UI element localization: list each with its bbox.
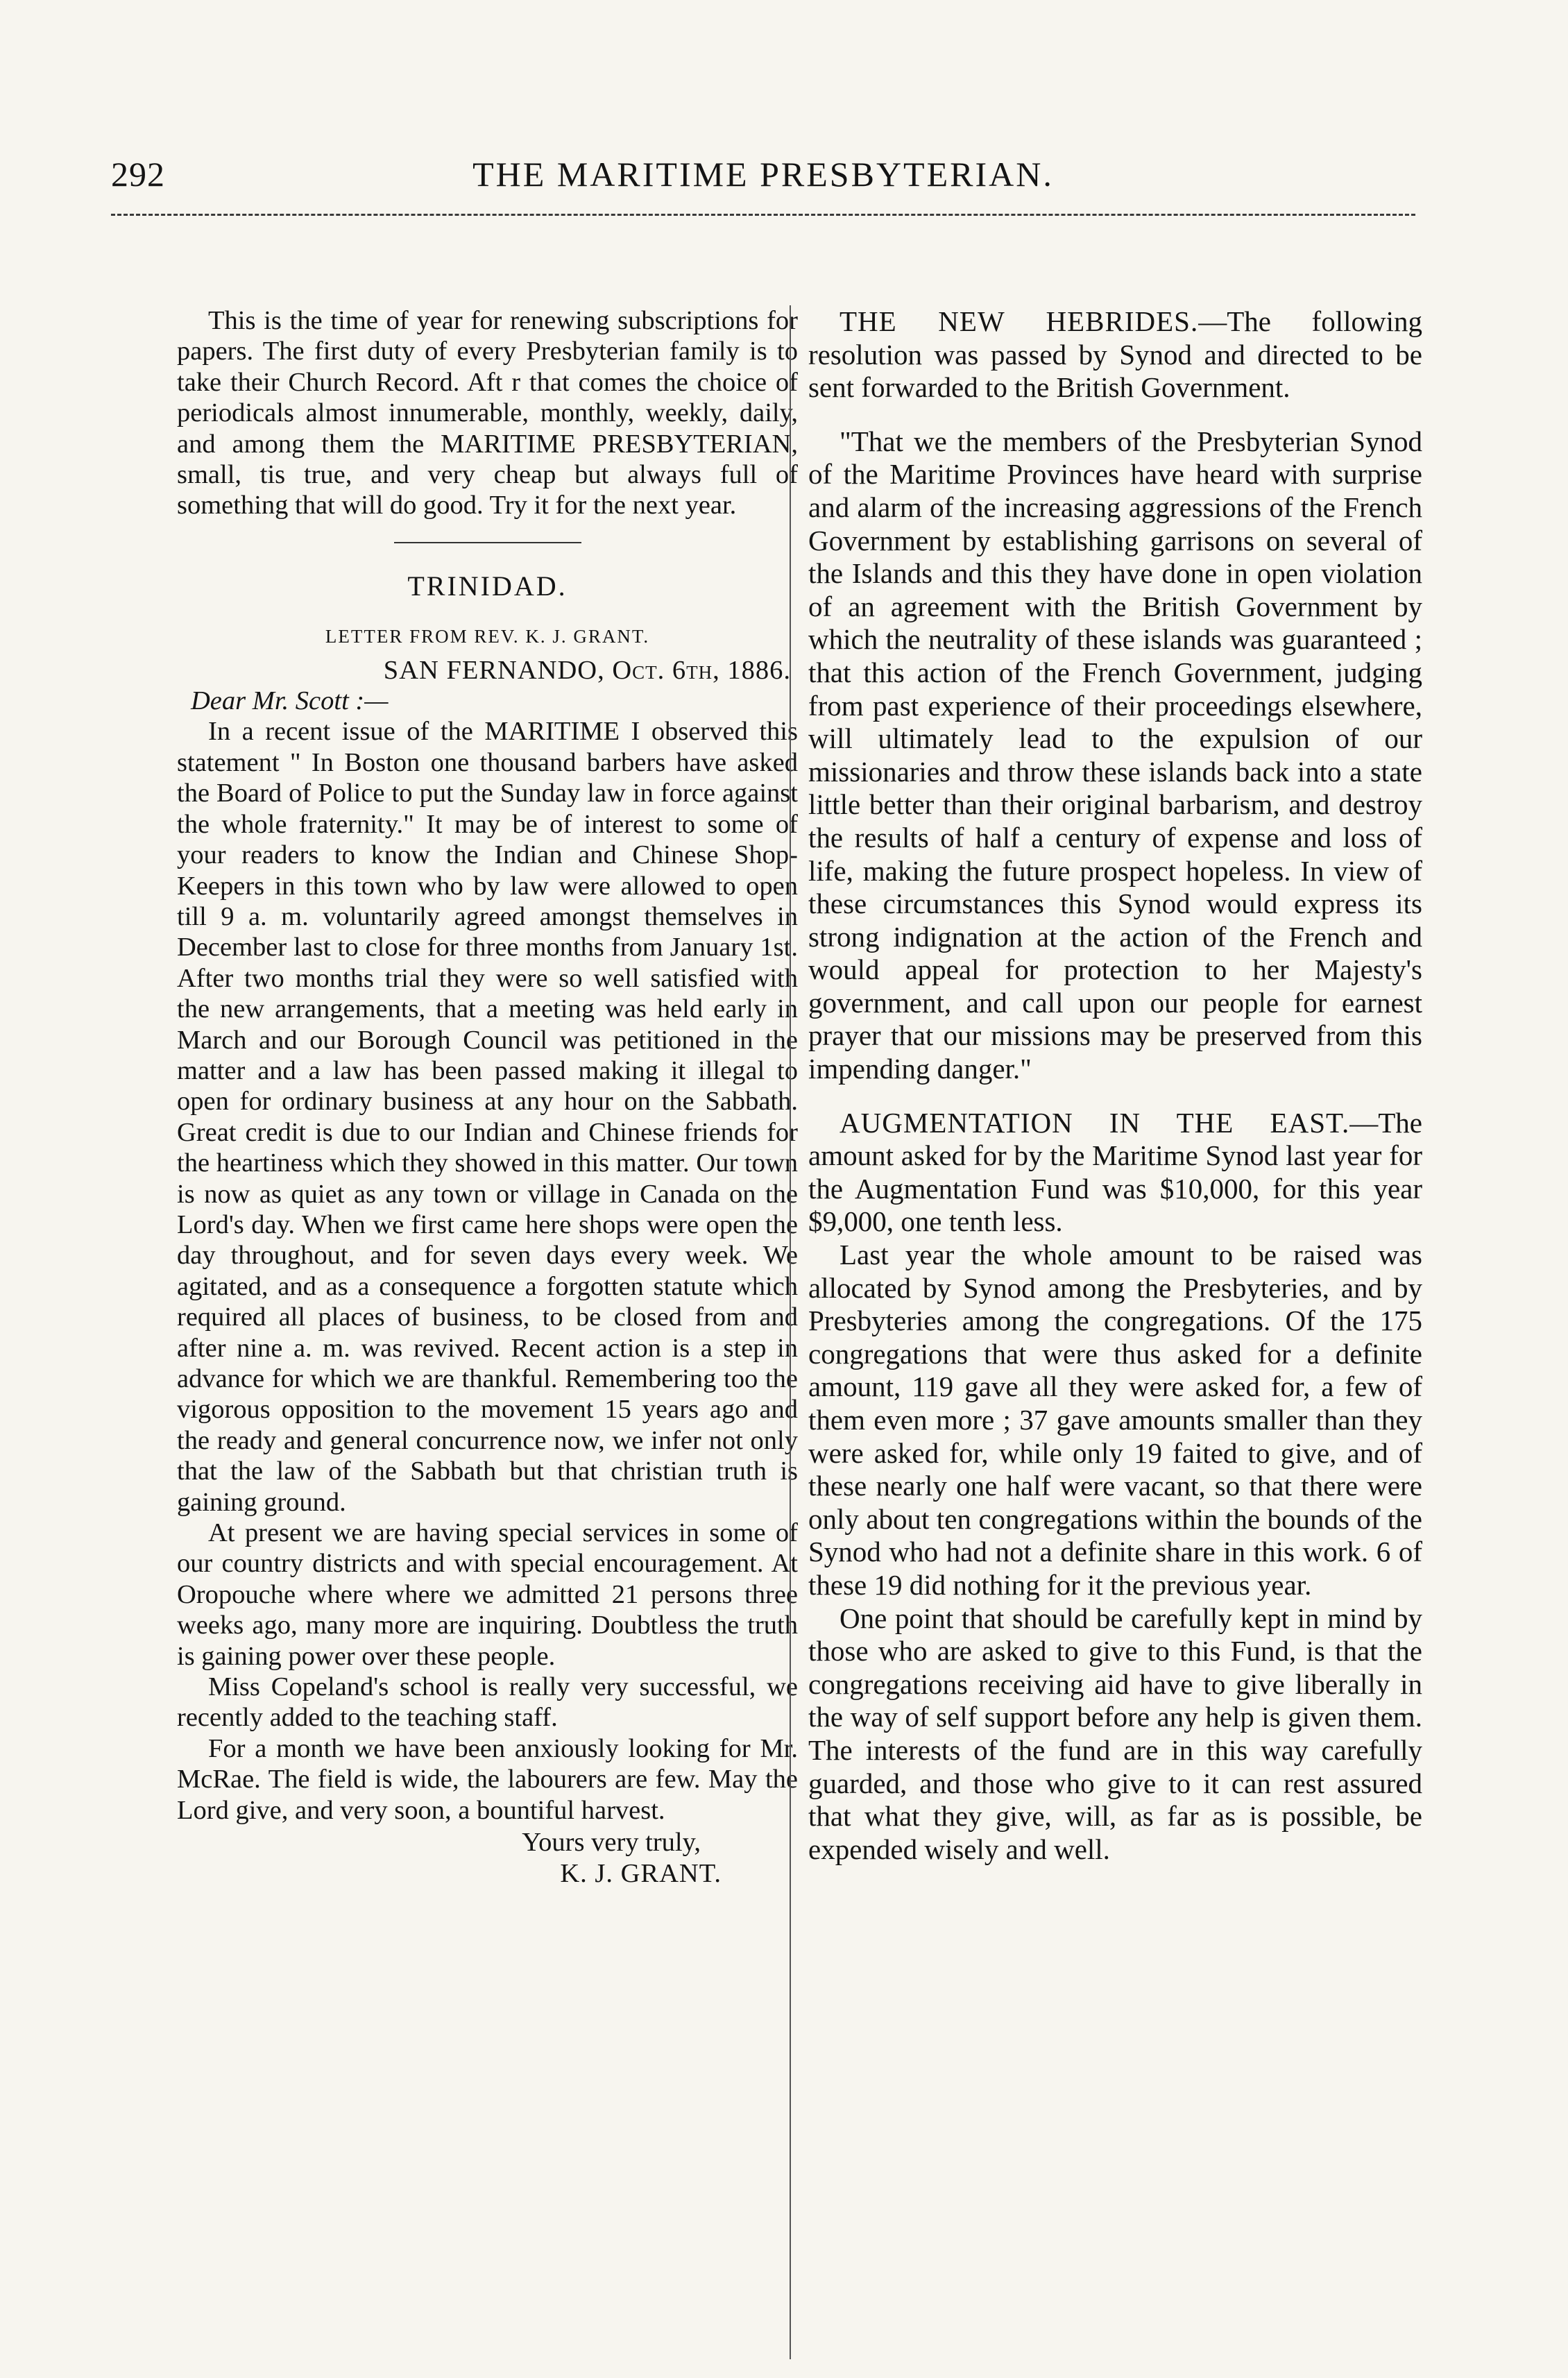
letter-paragraph: At present we are having special services in some of our country districts and with special encouragement. At Oropouche where where we admitted 21 persons three weeks ago, many more are inquiring. Doubtless the truth is gaining power over these people. — [177, 1518, 798, 1671]
hebrides-intro: —The following resolution was passed by Synod and directed to be sent forwarded to the British Government. — [808, 305, 1422, 404]
trinidad-title: TRINIDAD. — [407, 570, 568, 602]
letter-closing: Yours very truly, — [522, 1828, 701, 1858]
column-divider — [790, 305, 791, 2359]
letter-paragraph: Miss Copeland's school is really very successful, we recently added to the teaching staff. — [177, 1672, 798, 1733]
letter-byline: LETTER FROM REV. K. J. GRANT. — [325, 626, 650, 647]
left-column — [177, 305, 798, 1889]
right-column — [808, 305, 1422, 1866]
running-title: THE MARITIME PRESBYTERIAN. — [472, 155, 1054, 194]
augmentation-paragraph — [808, 1107, 1422, 1239]
hebrides-heading: THE NEW HEBRIDES. — [840, 305, 1199, 337]
section-divider — [394, 542, 581, 543]
letter-paragraph: For a month we have been anxiously looking for Mr. McRae. The field is wide, the labourers are few. May the Lord give, and very soon, a bountiful harvest. — [177, 1733, 798, 1825]
augmentation-body: One point that should be carefully kept in mind by those who are asked to give to this Fund, is that the congregations receiving aid have to give liberally in the way of self support before any help is given them. The interests of the fund are in this way carefully guarded, and those who give to it can rest assured that what they give, will, as far as is possible, be expended wisely and well. — [808, 1602, 1422, 1865]
hebrides-paragraph — [808, 305, 1422, 405]
letter-salutation: Dear Mr. Scott :— — [191, 686, 389, 716]
letter-paragraph: In a recent issue of the MARITIME I observed this statement " In Boston one thousand barbers have asked the Board of Police to put the Sunday law in force against the whole fraternity." It may be of interest to some of your readers to know the Indian and Chinese Shop-Keepers in this town who by law were allowed to open till 9 a. m. voluntarily agreed amongst themselves in December last to close for three months from January 1st. After two months trial they were so well satisfied with the new arrangements, that a meeting was held early in March and our Borough Council was petitioned in the matter and a law has been passed making it illegal to open for ordinary business at any hour on the Sabbath. Great credit is due to our Indian and Chinese friends for the heartiness which they showed in this matter. Our town is now as quiet as any town or village in Canada on the Lord's day. When we first came here shops were open the day throughout, and for seven days every week. We agitated, and as a consequence a forgotten statute which required all places of business, to be closed from and after nine a. m. was revived. Recent action is a step in advance for which we are thankful. Remembering too the vigorous opposition to the movement 15 years ago and the ready and general concurrence now, we infer not only that the law of the Sabbath but that christian truth is gaining ground. — [177, 717, 798, 1517]
letter-signature: K. J. GRANT. — [560, 1858, 722, 1888]
letter-dateline: SAN FERNANDO, Oct. 6th, 1886. — [383, 655, 791, 685]
augmentation-intro: —The amount asked for by the Maritime Synod last year for the Augmentation Fund was $10,000, for this year $9,000, one tenth less. — [808, 1106, 1422, 1238]
augmentation-heading: AUGMENTATION IN THE EAST. — [840, 1106, 1350, 1139]
hebrides-resolution: "That we the members of the Presbyterian Synod of the Maritime Provinces have heard with surprise and alarm of the increasing aggressions of the French Government by establishing garrisons on several of the Islands and this they have done in open violation of an agreement with the British Government by which the neutrality of these islands was guaranteed ; that this action of the French Government, judging from past experience of their proceedings elsewhere, will ultimately lead to the expulsion of our missionaries and throw these islands back into a state little better than their original barbarism, and destroy the results of half a century of expense and loss of life, making the future prospect hopeless. In view of these circumstances this Synod would express its strong indignation at the action of the French and would appeal for protection to her Majesty's government, and call upon our people for earnest prayer that our missions may be preserved from this impending danger." — [808, 425, 1422, 1085]
renewal-notice: This is the time of year for renewing subscriptions for papers. The first duty of every Presbyterian family is to take their Church Record. Aft r that comes the choice of periodicals almost innumerable, monthly, weekly, daily, and among them the MARITIME PRESBYTERIAN, small, tis true, and very cheap but always full of something that will do good. Try it for the next year. — [177, 306, 798, 520]
header-rule — [111, 214, 1415, 216]
page-header — [111, 154, 1415, 203]
page-number: 292 — [111, 155, 165, 194]
augmentation-body: Last year the whole amount to be raised was allocated by Synod among the Presbyteries, and by Presbyteries among the congregations. Of the 175 congregations that were thus asked for a definite amount, 119 gave all they were asked for, a few of them even more ; 37 gave amounts smaller than they were asked for, while only 19 faited to give, and of these nearly one half were vacant, so that there were only about ten congregations within the bounds of the Synod who had not a definite share in this work. 6 of these 19 did nothing for it the previous year. — [808, 1239, 1422, 1601]
